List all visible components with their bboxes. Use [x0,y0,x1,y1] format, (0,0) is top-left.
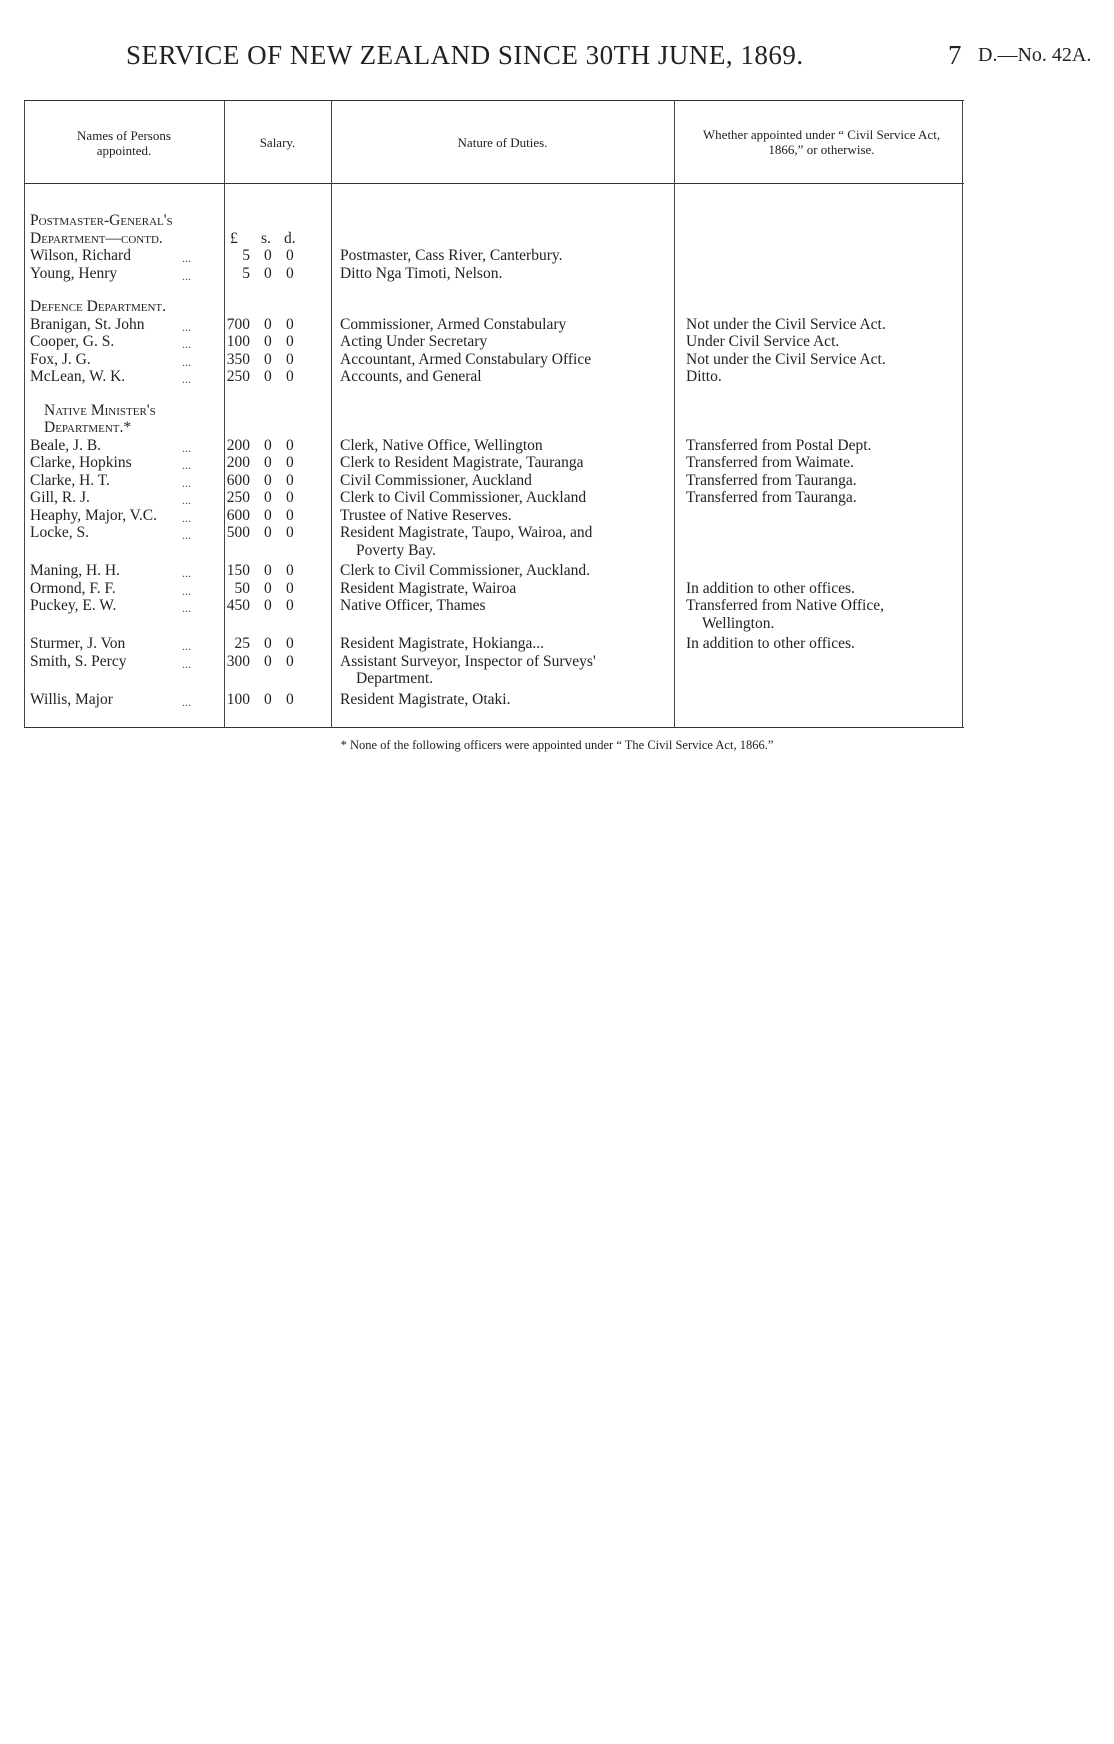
leader-dots: ... [182,354,191,369]
salary-pence: 0 [286,579,294,597]
salary-shillings: 0 [264,562,272,579]
salary-pounds: 700 [226,315,250,333]
footnote: * None of the following officers were appointed under “ The Civil Service Act, 1866.” [340,738,774,752]
salary-shillings: 0 [264,471,272,489]
salary-pounds: 50 [234,579,250,597]
duties-text-continued: Poverty Bay. [356,541,436,559]
table-row [24,472,964,490]
table-row [24,437,964,455]
table-row [24,489,964,507]
salary-shillings: 0 [264,635,272,652]
appointment-text: Transferred from Tauranga. [686,471,857,489]
table-row [24,542,964,560]
person-name: Locke, S. [30,524,89,541]
page-title: SERVICE OF NEW ZEALAND SINCE 30TH JUNE, 1869. [126,40,804,70]
salary-pence: 0 [286,368,294,385]
salary-shillings: 0 [264,350,272,368]
table-row [24,597,964,615]
table-row [24,333,964,351]
salary-pounds: 100 [226,690,250,708]
person-name: Beale, J. B. [30,436,102,454]
salary-pounds: 5 [242,264,250,282]
leader-dots: ... [182,268,191,283]
leader-dots: ... [182,458,191,472]
table-row [24,265,964,283]
appointment-text: Transferred from Waimate. [686,454,854,471]
duties-text: Resident Magistrate, Hokianga... [340,635,545,652]
salary-shillings: 0 [264,579,272,597]
appointments-table [24,100,964,728]
page-header [0,40,1114,80]
section-title-continued: Department—contd. [30,229,163,247]
leader-dots: ... [182,440,191,455]
salary-pounds: 300 [226,652,250,670]
salary-pence: 0 [286,264,294,282]
appointment-text: Transferred from Tauranga. [686,489,857,506]
salary-shillings: 0 [264,652,272,670]
salary-pence: 0 [286,247,294,264]
person-name: Puckey, E. W. [30,597,117,614]
salary-shillings: 0 [264,436,272,454]
appointment-text: In addition to other offices. [686,635,855,652]
person-name: Wilson, Richard [30,247,131,264]
table-row [24,368,964,386]
person-name: Clarke, H. T. [30,471,110,489]
duties-text: Trustee of Native Reserves. [340,506,512,524]
salary-pounds: 200 [226,436,250,454]
salary-shillings: 0 [264,524,272,541]
column-header-salary: Salary. [259,135,296,150]
leader-dots: ... [182,493,191,507]
document-reference: D.—No. 42A. [978,44,1092,66]
salary-shillings: 0 [264,368,272,385]
salary-pence: 0 [286,597,294,614]
table-row [24,562,964,580]
column-header-duties: Nature of Duties. [457,135,548,150]
appointment-text: Not under the Civil Service Act. [686,315,886,333]
table-row [24,316,964,334]
table-row [24,524,964,542]
leader-dots: ... [182,694,191,709]
salary-pence: 0 [286,489,294,506]
person-name: Young, Henry [30,264,118,282]
duties-text: Commissioner, Armed Constabulary [340,315,567,333]
salary-pounds: 600 [226,506,250,524]
salary-pence: 0 [286,524,294,541]
column-header-names: Names of Persons appointed. [77,128,171,158]
duties-text: Civil Commissioner, Auckland [340,471,532,489]
duties-text: Ditto Nga Timoti, Nelson. [340,264,503,282]
table-row [24,298,964,316]
appointment-text: Not under the Civil Service Act. [686,350,886,368]
section-title-continued: Department.* [44,419,132,436]
salary-pounds: 100 [226,333,250,350]
table-row [24,402,964,420]
leader-dots: ... [182,337,191,351]
person-name: Gill, R. J. [30,489,90,506]
table-row [24,454,964,472]
table-row [24,670,964,688]
person-name: Smith, S. Percy [30,652,127,670]
table-row [24,615,964,633]
salary-shillings: 0 [264,506,272,524]
salary-pence: 0 [286,436,294,454]
salary-shillings: 0 [264,597,272,614]
person-name: Branigan, St. John [30,315,145,333]
salary-shillings: 0 [264,690,272,708]
table-bottom-rule [24,727,964,728]
section-title: Native Minister's [44,401,156,419]
duties-text: Clerk, Native Office, Wellington [340,436,543,454]
table-row [24,653,964,671]
salary-shillings: 0 [264,247,272,264]
leader-dots: ... [182,251,191,265]
salary-pounds: 450 [226,597,250,614]
salary-shillings: 0 [264,264,272,282]
leader-dots: ... [182,372,191,386]
duties-text-continued: Department. [356,670,434,687]
appointment-text: In addition to other offices. [686,579,855,597]
leader-dots: ... [182,510,191,525]
salary-pounds: 350 [226,350,250,368]
table-row [24,230,964,248]
table-row [24,419,964,437]
person-name: Cooper, G. S. [30,333,115,350]
salary-shillings: 0 [264,454,272,471]
appointment-text: Transferred from Postal Dept. [686,436,872,454]
duties-text: Resident Magistrate, Wairoa [340,579,517,597]
person-name: Willis, Major [30,690,113,708]
person-name: Clarke, Hopkins [30,454,132,471]
salary-pence: 0 [286,690,294,708]
table-row [24,212,964,230]
leader-dots: ... [182,528,191,542]
duties-text: Clerk to Resident Magistrate, Tauranga [340,454,584,471]
currency-pence-label: d. [284,229,296,247]
appointment-text-continued: Wellington. [702,614,775,632]
leader-dots: ... [182,475,191,490]
column-header-appointment: Whether appointed under “ Civil Service Act, 1866,” or otherwise. [702,127,941,157]
leader-dots: ... [182,583,191,598]
salary-pounds: 150 [226,562,250,579]
salary-pounds: 500 [226,524,250,541]
duties-text: Resident Magistrate, Taupo, Wairoa, and [340,524,593,541]
salary-pence: 0 [286,471,294,489]
appointment-text: Transferred from Native Office, [686,597,884,614]
leader-dots: ... [182,319,191,334]
duties-text: Accounts, and General [340,368,482,385]
leader-dots: ... [182,601,191,615]
table-row [24,635,964,653]
appointment-text: Under Civil Service Act. [686,333,840,350]
table-top-rule [24,100,964,101]
table-row [24,247,964,265]
salary-pence: 0 [286,652,294,670]
leader-dots: ... [182,566,191,580]
salary-pounds: 600 [226,471,250,489]
salary-pence: 0 [286,350,294,368]
person-name: Heaphy, Major, V.C. [30,506,157,524]
salary-pounds: 250 [226,489,250,506]
section-title: Defence Department. [30,298,167,315]
header-bottom-rule [24,183,964,184]
appointment-text: Ditto. [686,368,722,385]
salary-pence: 0 [286,506,294,524]
section-title: Postmaster-General's [30,212,173,229]
salary-shillings: 0 [264,333,272,350]
leader-dots: ... [182,656,191,671]
table-row [24,507,964,525]
salary-pounds: 250 [226,368,250,385]
salary-shillings: 0 [264,315,272,333]
salary-shillings: 0 [264,489,272,506]
salary-pounds: 5 [242,247,250,264]
table-row [24,580,964,598]
duties-text: Postmaster, Cass River, Canterbury. [340,247,563,264]
duties-text: Resident Magistrate, Otaki. [340,690,511,708]
person-name: Maning, H. H. [30,562,120,579]
salary-pence: 0 [286,315,294,333]
table-row [24,691,964,709]
salary-pence: 0 [286,635,294,652]
currency-pounds-label: £ [230,229,238,247]
duties-text: Clerk to Civil Commissioner, Auckland [340,489,587,506]
person-name: Fox, J. G. [30,350,91,368]
person-name: Sturmer, J. Von [30,635,126,652]
leader-dots: ... [182,639,191,653]
duties-text: Acting Under Secretary [340,333,488,350]
salary-pounds: 200 [226,454,250,471]
salary-pence: 0 [286,562,294,579]
person-name: McLean, W. K. [30,368,126,385]
salary-pence: 0 [286,454,294,471]
person-name: Ormond, F. F. [30,579,116,597]
salary-pence: 0 [286,333,294,350]
duties-text: Assistant Surveyor, Inspector of Surveys' [340,652,596,670]
table-row [24,351,964,369]
duties-text: Accountant, Armed Constabulary Office [340,350,592,368]
duties-text: Native Officer, Thames [340,597,486,614]
salary-pounds: 25 [234,635,250,652]
duties-text: Clerk to Civil Commissioner, Auckland. [340,562,590,579]
page-number: 7 [948,40,962,70]
currency-shillings-label: s. [261,229,271,247]
